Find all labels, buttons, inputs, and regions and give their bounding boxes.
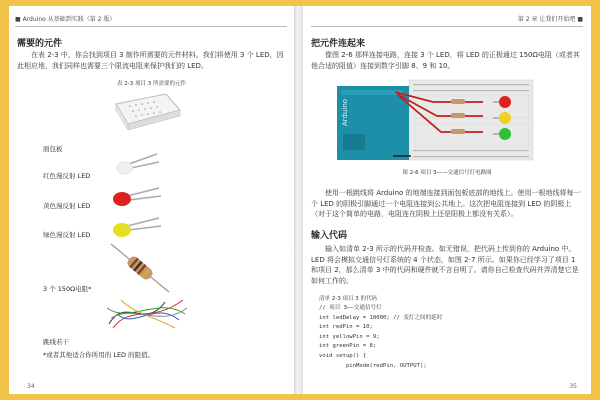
- svg-text:Arduino: Arduino: [341, 98, 349, 126]
- code-intro-paragraph: 输入如清单 2-3 所示的代码并检查。如无错误，把代码上传到你的 Arduino 中。LED 将会模拟交通信号灯系统的 4 个状态，如图 2-7 所示。如果你已经学习了项目 1 和项目 2，那么清单 3 中的代码和硬件就不言自明了。请你自己检查代码并弄清楚它是如何工作的。: [311, 245, 579, 285]
- part-label-yellow-led: 黄色漫反射 LED: [43, 202, 91, 210]
- green-led-icon: [109, 214, 163, 242]
- code-line: pinMode(redPin, OUTPUT);: [319, 362, 427, 369]
- part-label-resistors: 3 个 150Ω电阻*: [43, 285, 92, 293]
- code-line: int redPin = 10;: [319, 324, 373, 331]
- code-line: int greenPin = 8;: [319, 343, 377, 350]
- book-marker-icon: ■: [575, 16, 583, 23]
- jumper-wires-icon: [105, 294, 189, 332]
- resistor-icon: [105, 240, 175, 296]
- code-line: // 项目 3——交通信号灯: [319, 305, 382, 311]
- code-line: void setup() {: [319, 352, 367, 359]
- part-label-breadboard: 面包板: [43, 145, 63, 153]
- listing-caption: 清单 2-3 项目 3 的代码: [319, 296, 377, 302]
- code-line: int ledDelay = 10000; // 变灯之间的延时: [319, 314, 443, 321]
- right-page-number: 35: [569, 383, 577, 390]
- part-label-green-led: 绿色漫反射 LED: [43, 231, 91, 239]
- code-line: int yellowPin = 9;: [319, 333, 380, 340]
- section-title-parts: 需要的元件: [17, 39, 63, 49]
- right-header-text: 第 2 章 让我们开始吧: [517, 16, 576, 23]
- red-led-icon: [113, 152, 161, 180]
- header-rule: [311, 26, 583, 27]
- parts-intro-paragraph: 在表 2-3 中，你会找到项目 3 制作所需要的元件材料。我们将使用 3 个 LED，因此相应地，我们同样也需要三个限流电阻来保护我们的 LED。: [17, 51, 284, 70]
- left-running-header: [15, 14, 115, 23]
- left-header-text: Arduino 从基础到实践（第 2 版）: [22, 16, 116, 23]
- traffic-light-circuit-figure: [333, 76, 535, 164]
- left-page: [9, 6, 294, 394]
- part-label-red-led: 红色漫反射 LED: [43, 172, 91, 180]
- figure-caption: 图 2-6 项目 3——交通信号灯电路图: [402, 170, 492, 176]
- breadboard-icon: [110, 90, 182, 132]
- left-page-number: 34: [27, 383, 35, 390]
- ground-wiring-paragraph: 使用一根跳线将 Arduino 的地端连接到面包板底部的地线上。使用一根地线将每一个 LED 的阴极引脚通过一个电阻连接到公共地上。这次把电阻连接到 LED 的阴极上（对于这个简单的电路，电阻连在阴极上还是阳极上都没有关系）。: [311, 189, 581, 218]
- table-caption: 表 2-3 项目 3 所需要的元件: [117, 81, 186, 87]
- header-rule: [15, 26, 287, 27]
- book-spine: [294, 6, 303, 394]
- resistor-footnote: *或者其他适合你所用的 LED 的阻值。: [43, 351, 155, 359]
- right-page: [303, 6, 591, 394]
- right-running-header: [518, 14, 583, 23]
- wiring-paragraph: 像图 2-6 那样连接电路，连接 3 个 LED，将 LED 的正极通过 150Ω电阻（或者其他合适的阻值）连接到数字引脚 8、9 和 10。: [311, 51, 580, 70]
- book-marker-icon: ■: [15, 16, 23, 23]
- yellow-led-icon: [109, 184, 163, 212]
- code-listing: [319, 304, 442, 371]
- section-title-wiring: 把元件连起来: [311, 39, 366, 49]
- part-label-jumper-wires: 跳线若干: [43, 338, 69, 346]
- section-title-code: 输入代码: [311, 231, 348, 241]
